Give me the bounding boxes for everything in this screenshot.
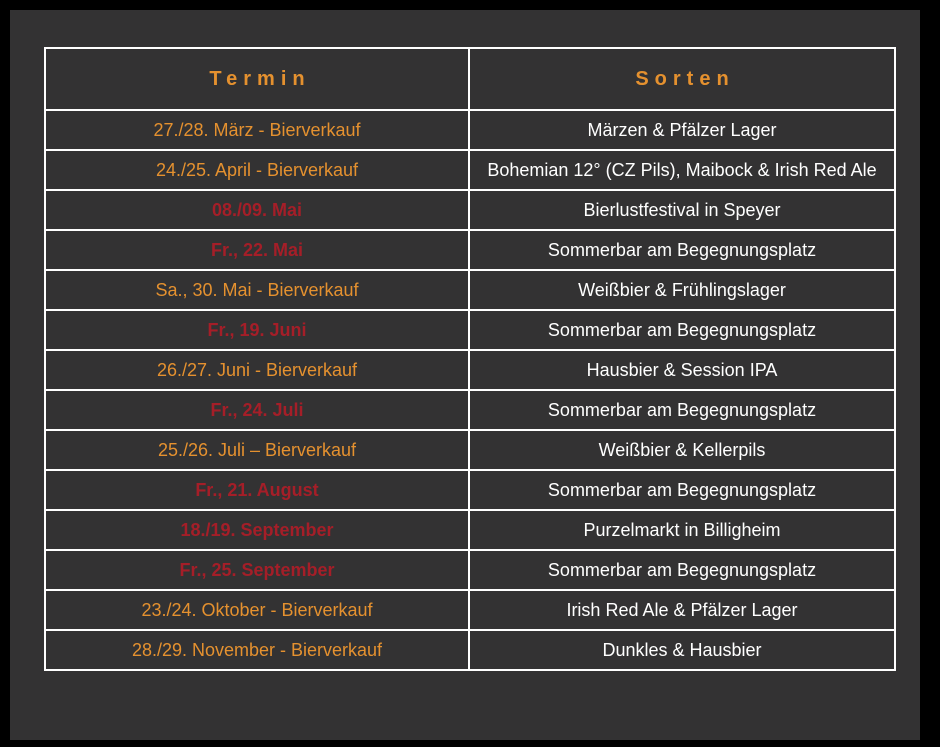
- table-row: [45, 230, 895, 270]
- page-background: [10, 10, 920, 740]
- sorten-cell: Weißbier & Kellerpils: [469, 430, 895, 470]
- termine-sorten-table: [44, 47, 896, 671]
- termin-cell: 25./26. Juli – Bierverkauf: [45, 430, 469, 470]
- sorten-cell: Bierlustfestival in Speyer: [469, 190, 895, 230]
- termin-cell: Sa., 30. Mai - Bierverkauf: [45, 270, 469, 310]
- sorten-cell: Märzen & Pfälzer Lager: [469, 110, 895, 150]
- table-body: [45, 110, 895, 670]
- sorten-cell: Sommerbar am Begegnungsplatz: [469, 550, 895, 590]
- sorten-cell: Hausbier & Session IPA: [469, 350, 895, 390]
- table-row: [45, 270, 895, 310]
- termin-cell: 27./28. März - Bierverkauf: [45, 110, 469, 150]
- termin-cell: Fr., 22. Mai: [45, 230, 469, 270]
- termin-column-header: Termin: [45, 48, 469, 110]
- sorten-cell: Dunkles & Hausbier: [469, 630, 895, 670]
- header-row: [45, 48, 895, 110]
- table-row: [45, 630, 895, 670]
- sorten-cell: Sommerbar am Begegnungsplatz: [469, 390, 895, 430]
- table-row: [45, 150, 895, 190]
- termin-cell: Fr., 25. September: [45, 550, 469, 590]
- table-row: [45, 430, 895, 470]
- termin-cell: Fr., 21. August: [45, 470, 469, 510]
- sorten-cell: Bohemian 12° (CZ Pils), Maibock & Irish Red Ale: [469, 150, 895, 190]
- termin-cell: 24./25. April - Bierverkauf: [45, 150, 469, 190]
- termin-cell: 08./09. Mai: [45, 190, 469, 230]
- table-row: [45, 110, 895, 150]
- table-row: [45, 510, 895, 550]
- sorten-cell: Sommerbar am Begegnungsplatz: [469, 230, 895, 270]
- table-row: [45, 590, 895, 630]
- termin-cell: 26./27. Juni - Bierverkauf: [45, 350, 469, 390]
- table-row: [45, 190, 895, 230]
- sorten-cell: Weißbier & Frühlingslager: [469, 270, 895, 310]
- sorten-column-header: Sorten: [469, 48, 895, 110]
- table-row: [45, 550, 895, 590]
- sorten-cell: Sommerbar am Begegnungsplatz: [469, 470, 895, 510]
- sorten-cell: Purzelmarkt in Billigheim: [469, 510, 895, 550]
- table-row: [45, 390, 895, 430]
- termin-cell: 18./19. September: [45, 510, 469, 550]
- table-row: [45, 310, 895, 350]
- table-row: [45, 470, 895, 510]
- termin-cell: Fr., 19. Juni: [45, 310, 469, 350]
- termin-cell: 23./24. Oktober - Bierverkauf: [45, 590, 469, 630]
- termin-cell: 28./29. November - Bierverkauf: [45, 630, 469, 670]
- sorten-cell: Sommerbar am Begegnungsplatz: [469, 310, 895, 350]
- table-row: [45, 350, 895, 390]
- sorten-cell: Irish Red Ale & Pfälzer Lager: [469, 590, 895, 630]
- termin-cell: Fr., 24. Juli: [45, 390, 469, 430]
